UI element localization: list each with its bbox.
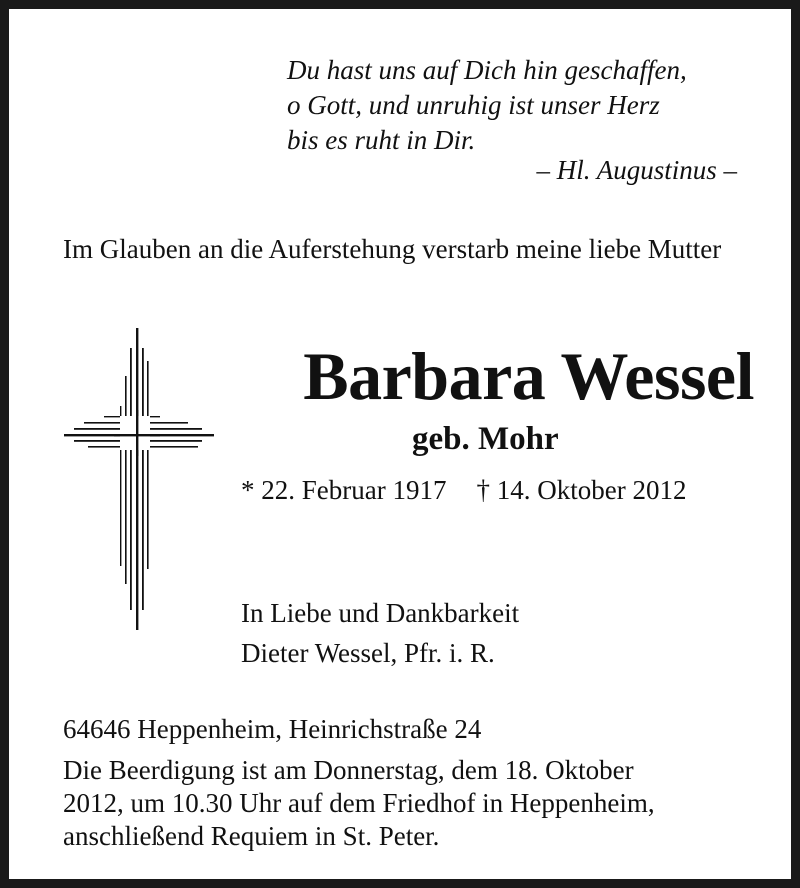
funeral-notice xyxy=(63,754,783,853)
birth-name: geb. Mohr xyxy=(412,421,559,457)
quote-line: Du hast uns auf Dich hin geschaffen, xyxy=(287,55,687,85)
quote-line: o Gott, und unruhig ist unser Herz xyxy=(287,90,660,120)
funeral-line: anschließend Requiem in St. Peter. xyxy=(63,821,440,851)
closing-phrase: In Liebe und Dankbarkeit xyxy=(241,598,520,628)
quote-line: bis es ruht in Dir. xyxy=(287,125,476,155)
address: 64646 Heppenheim, Heinrichstraße 24 xyxy=(63,714,482,744)
quote-author: – Hl. Augustinus – xyxy=(536,155,737,185)
bible-quote xyxy=(287,53,687,158)
funeral-line: 2012, um 10.30 Uhr auf dem Friedhof in Heppenheim, xyxy=(63,788,655,818)
deceased-name: Barbara Wessel xyxy=(303,338,754,414)
signatory: Dieter Wessel, Pfr. i. R. xyxy=(241,638,495,668)
intro-text: Im Glauben an die Auferstehung verstarb meine liebe Mutter xyxy=(63,234,722,264)
closing-block xyxy=(241,593,519,673)
funeral-line: Die Beerdigung ist am Donnerstag, dem 18. Oktober xyxy=(63,755,634,785)
birth-date: * 22. Februar 1917 xyxy=(241,475,447,505)
life-dates xyxy=(241,472,686,508)
death-date: † 14. Oktober 2012 xyxy=(476,475,687,505)
